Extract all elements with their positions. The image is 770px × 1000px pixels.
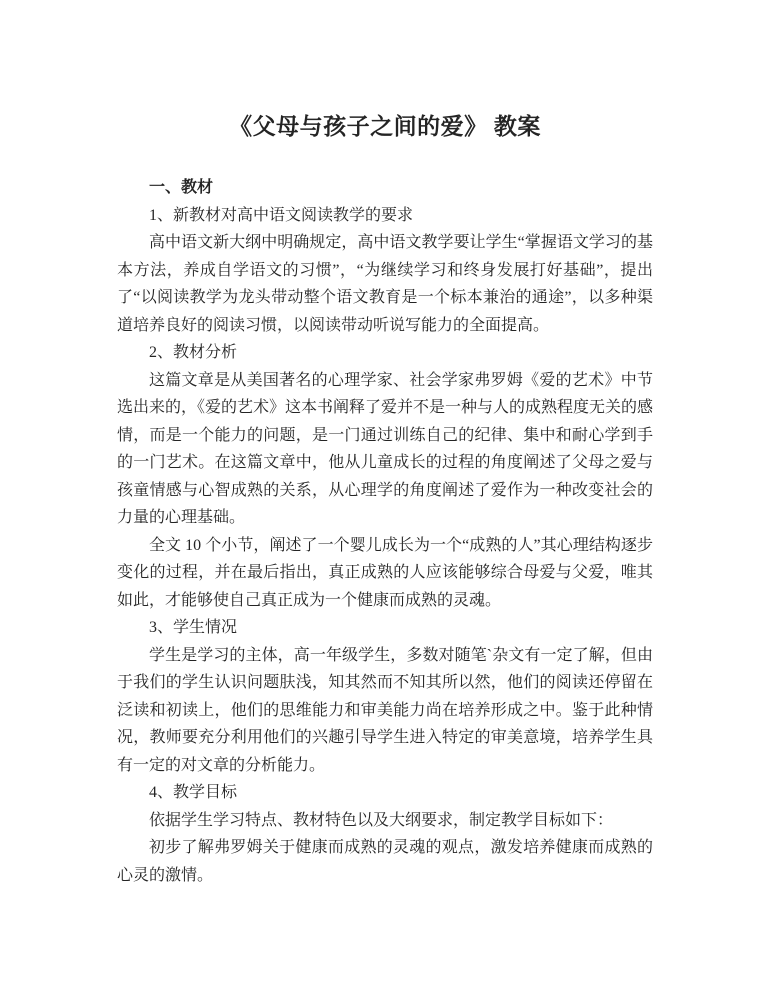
paragraph-student-analysis: 学生是学习的主体，高一年级学生，多数对随笔`杂文有一定了解，但由于我们的学生认识问题肤浅，知其然而不知其所以然，他们的阅读还停留在泛读和初读上，他们的思维能力和审美能力尚在培养形成之中。鉴于此种情况，教师要充分利用他们的兴趣引导学生进入特定的审美意境，培养学生具有一定的对文章的分析能力。 — [117, 646, 653, 774]
subheading-3-student-situation: 3、学生情况 — [149, 619, 238, 636]
section-heading-teaching-material: 一、教材 — [149, 179, 214, 196]
paragraph-syllabus-requirements: 高中语文新大纲中明确规定，高中语文教学要让学生“掌握语文学习的基本方法，养成自学语文的习惯”，“为继续学习和终身发展打好基础”，提出了“以阅读教学为龙头带动整个语文教育是一个标本兼治的通途”，以多种渠道培养良好的阅读习惯，以阅读带动听说写能力的全面提高。 — [117, 234, 653, 334]
paragraph-article-source-analysis: 这篇文章是从美国著名的心理学家、社会学家弗罗姆《爱的艺术》中节选出来的，《爱的艺术》这本书阐释了爱并不是一种与人的成熟程度无关的感情，而是一个能力的问题，是一门通过训练自己的纪律、集中和耐心学到手的一门艺术。在这篇文章中，他从儿童成长的过程的角度阐述了父母之爱与孩童情感与心智成熟的关系，从心理学的角度阐述了爱作为一种改变社会的力量的心理基础。 — [117, 371, 654, 526]
subheading-1-new-material-requirements: 1、新教材对高中语文阅读教学的要求 — [149, 206, 414, 224]
document-body — [117, 174, 653, 889]
document-title: 《父母与孩子之间的爱》 教案 — [229, 114, 541, 139]
subheading-2-material-analysis: 2、教材分析 — [149, 344, 238, 361]
paragraph-goals-intro: 依据学生学习特点、教材特色以及大纲要求，制定教学目标如下： — [149, 811, 614, 829]
subheading-4-teaching-goals: 4、教学目标 — [149, 784, 238, 801]
paragraph-goal-1: 初步了解弗罗姆关于健康而成熟的灵魂的观点，激发培养健康而成熟的心灵的激情。 — [117, 839, 653, 884]
paragraph-full-text-summary: 全文 10 个小节，阐述了一个婴儿成长为一个“成熟的人”其心理结构逐步变化的过程，并在最后指出，真正成熟的人应该能够综合母爱与父爱，唯其如此，才能够使自己真正成为一个健康而成熟的灵魂。 — [117, 536, 653, 609]
